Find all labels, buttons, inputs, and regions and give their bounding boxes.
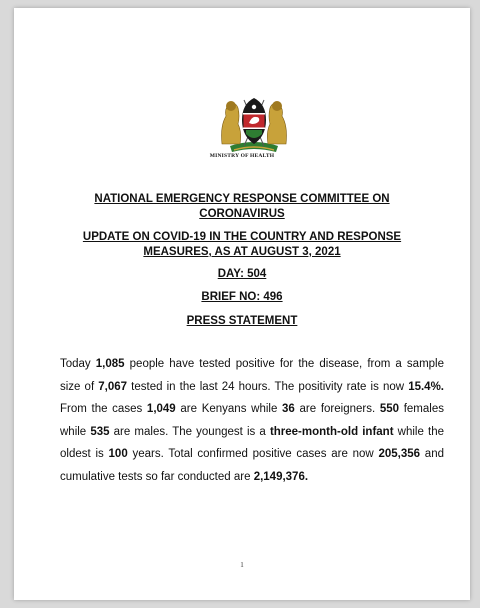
total-cases-count: 205,356: [378, 448, 421, 460]
day-label: DAY: 504: [217, 268, 267, 280]
positive-cases-count: 1,085: [95, 358, 125, 370]
text-span: females while: [60, 403, 444, 438]
kenya-coat-of-arms-logo: [216, 86, 292, 158]
press-statement-label: PRESS STATEMENT: [186, 315, 298, 327]
text-span: years. Total confirmed positive cases are now: [127, 448, 379, 460]
page-number: 1: [240, 561, 244, 569]
statement-paragraph: [60, 353, 444, 488]
document-subtitle: [54, 230, 430, 260]
brief-number: BRIEF NO: 496: [201, 291, 283, 303]
subtitle-line-1: UPDATE ON COVID-19 IN THE COUNTRY AND RESPONSE: [82, 231, 402, 243]
text-span: are Kenyans while: [175, 403, 283, 415]
text-span: are males. The youngest is a: [109, 425, 270, 438]
document-title: [54, 192, 430, 222]
positivity-rate: 15.4%.: [408, 380, 444, 393]
title-line-1: NATIONAL EMERGENCY RESPONSE COMMITTEE ON: [94, 193, 390, 205]
females-count: 550: [379, 403, 400, 415]
sample-size-count: 7,067: [98, 380, 128, 393]
title-line-2: CORONAVIRUS: [199, 208, 285, 220]
youngest-age: three-month-old infant: [269, 425, 394, 438]
text-span: tested in the last 24 hours. The positivity rate is now: [127, 380, 409, 393]
text-span: while the oldest is: [60, 425, 444, 460]
text-span: people have tested positive for the disease, from a sample size of: [60, 358, 444, 393]
ministry-caption: MINISTRY OF HEALTH: [209, 153, 275, 159]
text-span: and cumulative tests so far conducted are: [60, 448, 444, 483]
text-span: Today: [60, 358, 96, 370]
document-page: [14, 8, 470, 600]
text-span: are foreigners.: [294, 403, 380, 415]
males-count: 535: [90, 425, 110, 438]
text-span: From the cases: [60, 403, 147, 415]
foreigners-count: 36: [282, 403, 295, 415]
subtitle-line-2: MEASURES, AS AT AUGUST 3, 2021: [143, 246, 341, 258]
cumulative-tests-count: 2,149,376.: [253, 470, 309, 483]
kenyans-count: 1,049: [146, 403, 176, 415]
oldest-age: 100: [108, 448, 128, 460]
